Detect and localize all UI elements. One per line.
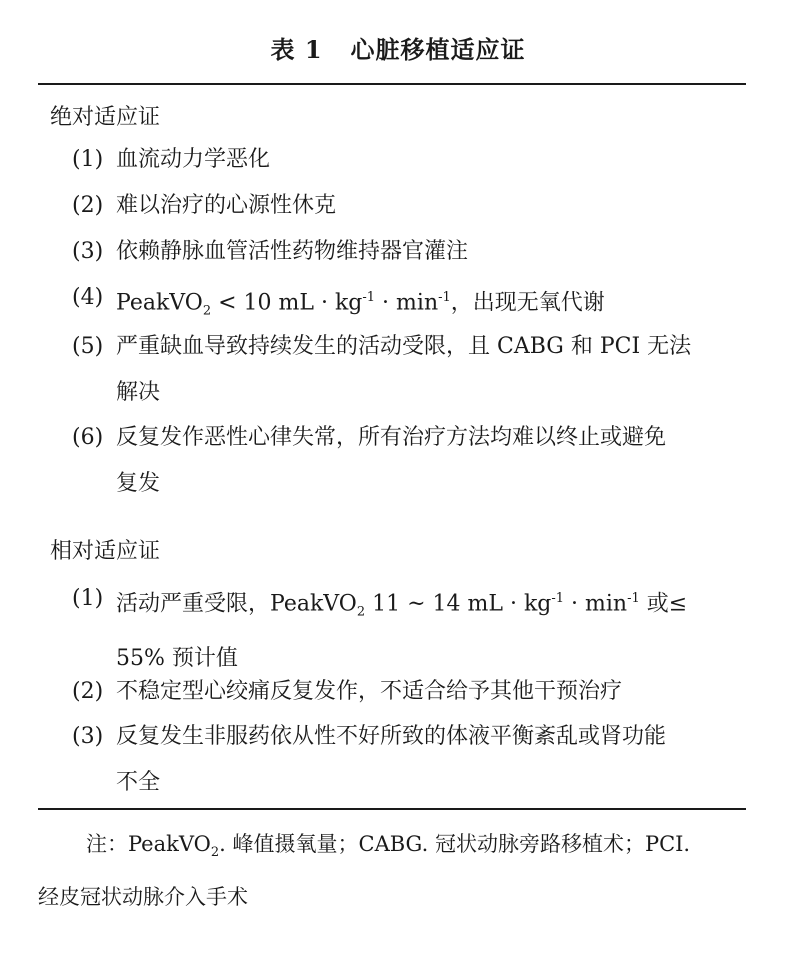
list-item	[72, 669, 742, 715]
subscript: 2	[202, 303, 212, 319]
item-number: (1)	[72, 147, 104, 172]
superscript: -1	[362, 290, 376, 305]
list-item	[72, 137, 742, 183]
item-text	[116, 576, 742, 682]
item-text: 依赖静脉血管活性药物维持器官灌注	[116, 239, 469, 264]
unit-text: · min	[375, 290, 439, 316]
note-text: . 峰值摄氧量；CABG. 冠状动脉旁路移植术；PCI.	[219, 832, 691, 856]
subscript: 2	[356, 604, 366, 620]
table-label: 表 1	[270, 35, 323, 64]
value-text: < 10 mL · kg	[211, 290, 363, 316]
list-item	[72, 415, 742, 507]
item-text-line: 活动严重受限，PeakVO	[116, 591, 357, 617]
subscript: 2	[210, 845, 220, 861]
value-text: 11 ~ 14 mL · kg	[365, 591, 552, 617]
item-number: (1)	[72, 586, 104, 611]
description-text: ，出现无氧代谢	[450, 290, 605, 316]
item-text: 难以治疗的心源性休克	[116, 193, 337, 218]
item-number: (3)	[72, 724, 104, 749]
item-number: (5)	[72, 334, 104, 359]
item-text-continuation: 复发	[116, 471, 161, 496]
list-item	[72, 183, 742, 229]
list-item	[72, 576, 742, 682]
item-text-line: 严重缺血导致持续发生的活动受限，且 CABG 和 PCI 无法	[116, 334, 692, 359]
item-number: (4)	[72, 285, 104, 310]
item-text	[116, 714, 742, 806]
item-text-continuation: 55% 预计值	[116, 645, 238, 671]
item-text: 不稳定型心绞痛反复发作，不适合给予其他干预治疗	[116, 679, 623, 704]
item-text	[116, 324, 742, 416]
item-number: (3)	[72, 239, 104, 264]
table-note	[38, 822, 748, 919]
unit-text: · min	[564, 591, 628, 617]
superscript: -1	[438, 290, 451, 305]
section-heading-absolute: 绝对适应证	[50, 105, 161, 130]
item-text-line: 反复发生非服药依从性不好所致的体液平衡紊乱或肾功能	[116, 724, 667, 749]
list-item	[72, 229, 742, 275]
list-item	[72, 324, 742, 416]
item-text	[116, 415, 742, 507]
item-number: (6)	[72, 425, 104, 450]
note-line-2: 经皮冠状动脉介入手术	[38, 885, 248, 910]
superscript: -1	[627, 591, 640, 606]
note-line-1	[38, 822, 748, 875]
table-title	[0, 30, 796, 65]
top-rule	[38, 83, 746, 85]
description-text: 或≤	[639, 591, 688, 617]
item-text-continuation: 不全	[116, 770, 161, 795]
note-text: 注：PeakVO	[86, 832, 211, 856]
peakvo-label: PeakVO	[116, 290, 203, 316]
table-title-text: 心脏移植适应证	[350, 35, 526, 64]
item-text-continuation: 解决	[116, 380, 161, 405]
section-heading-relative: 相对适应证	[50, 539, 161, 564]
item-text-line: 反复发作恶性心律失常，所有治疗方法均难以终止或避免	[116, 425, 667, 450]
item-text: 血流动力学恶化	[116, 147, 271, 172]
item-number: (2)	[72, 193, 104, 218]
item-number: (2)	[72, 679, 104, 704]
bottom-rule	[38, 808, 746, 810]
list-item	[72, 714, 742, 806]
superscript: -1	[551, 591, 565, 606]
